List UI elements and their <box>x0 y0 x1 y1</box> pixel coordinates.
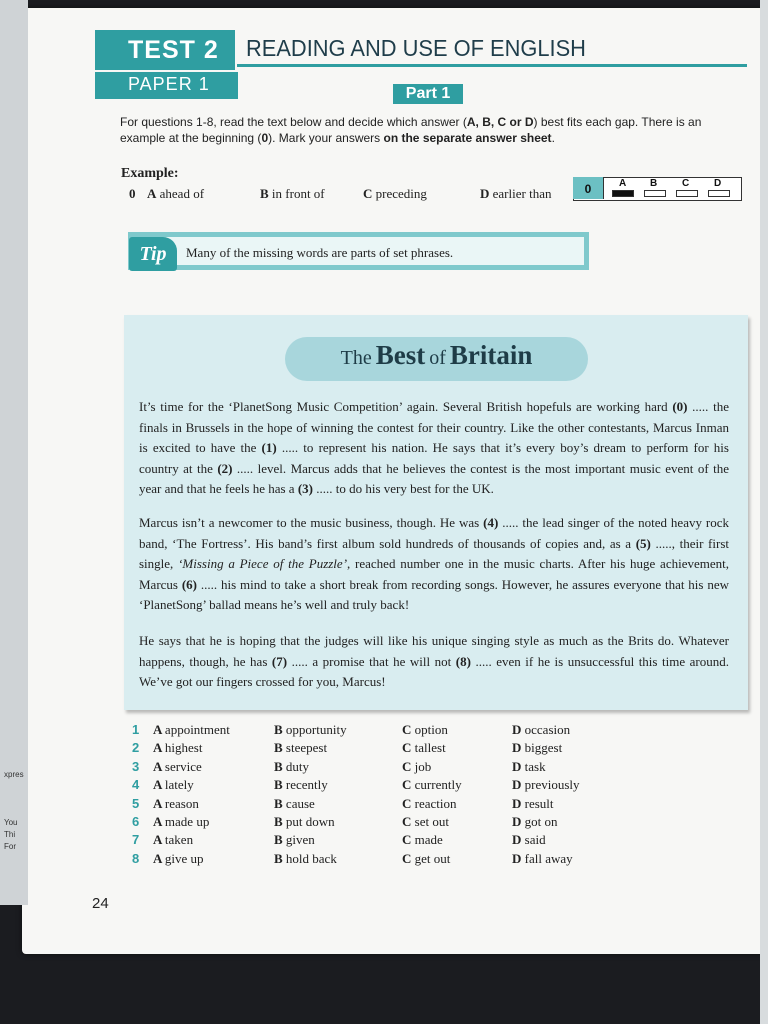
option-b: B given <box>274 832 315 848</box>
option-c: C tallest <box>402 740 446 756</box>
paragraph-text: Marcus isn’t a newcomer to the music business, though. He was <box>139 515 484 530</box>
option-a: A taken <box>153 832 194 848</box>
option-b: B cause <box>274 795 315 811</box>
option-c: C job <box>402 758 432 774</box>
option-a: A give up <box>153 850 204 866</box>
test-title: TEST 2 <box>128 36 219 64</box>
header-rule <box>237 64 747 67</box>
question-number: 2 <box>132 740 140 756</box>
option-b: B recently <box>274 777 328 793</box>
paragraph-text: He says that he is hoping that the judges will like his unique singing style as much as the Brits do. Whatever happens, though, he has <box>139 633 729 669</box>
option-c: C currently <box>402 777 462 793</box>
example-option-d: D earlier than <box>480 186 552 201</box>
article-paragraph <box>139 397 729 500</box>
option-a: A reason <box>153 795 199 811</box>
gap-number: (7) <box>271 653 288 669</box>
paragraph-text: ..... his mind to take a short break from recording songs. However, he assures everyone that his new ‘PlanetSong’ ballad means he’s well and truly back! <box>139 576 729 612</box>
answer-bubble-b <box>644 190 666 197</box>
question-number: 7 <box>132 832 140 848</box>
tip-text: Many of the missing words are parts of set phrases. <box>186 245 454 260</box>
gap-number: (1) <box>261 440 277 455</box>
example-option-c: C preceding <box>363 186 427 201</box>
tip-icon: Tip <box>129 237 177 271</box>
paper-title: READING AND USE OF ENGLISH <box>246 35 586 61</box>
question-number: 6 <box>132 814 140 829</box>
option-d: D got on <box>512 814 558 829</box>
gap-number: (0) <box>672 399 688 414</box>
option-c: C set out <box>402 814 449 829</box>
option-a: A service <box>153 758 202 774</box>
example-number: 0 <box>129 186 136 201</box>
answer-bubble-d <box>708 190 730 197</box>
question-number: 5 <box>132 795 140 811</box>
paragraph-text: ..... a promise that he will not <box>287 653 456 669</box>
page-number: 24 <box>92 895 109 912</box>
paragraph-text: ..... to do his very best for the UK. <box>312 481 494 496</box>
paragraph-text: ..... even if he is unsuccessful this time around. We’ve got our fingers crossed for you, Marcus! <box>139 653 729 689</box>
part-badge: Part 1 <box>393 84 463 104</box>
example-label: Example: <box>121 166 179 181</box>
option-d: D task <box>512 758 546 774</box>
paragraph-text: ‘Missing a Piece of the Puzzle’ <box>178 556 348 571</box>
left-strip-text: xpres <box>4 770 24 779</box>
example-option-a: A ahead of <box>147 186 205 201</box>
left-strip-text: For <box>4 842 16 851</box>
left-strip-text: You <box>4 818 18 827</box>
gap-number: (6) <box>181 576 198 592</box>
option-b: B opportunity <box>274 722 347 737</box>
option-d: D fall away <box>512 850 573 866</box>
previous-page-edge <box>0 0 28 905</box>
answer-bubble-c <box>676 190 698 197</box>
paragraph-text: , reached number one in the music charts. After his huge achievement, Marcus <box>139 556 729 592</box>
option-a: A made up <box>153 814 210 829</box>
answer-sheet-letter-d: D <box>714 178 722 189</box>
question-number: 8 <box>132 850 140 866</box>
answer-bubble-a <box>612 190 634 197</box>
answer-sheet-number: 0 <box>573 177 604 199</box>
option-a: A highest <box>153 740 203 756</box>
gap-number: (5) <box>635 535 651 551</box>
example-option-b: B in front of <box>260 186 325 201</box>
option-d: D previously <box>512 777 580 793</box>
question-number: 3 <box>132 758 140 774</box>
article-title: The Best of Britain <box>340 340 533 370</box>
option-a: A lately <box>153 777 194 793</box>
gap-number: (3) <box>297 481 313 496</box>
answer-sheet-letter-c: C <box>682 178 690 189</box>
option-c: C get out <box>402 850 451 866</box>
option-b: B duty <box>274 758 310 774</box>
question-number: 4 <box>132 777 140 793</box>
gap-number: (2) <box>217 460 233 476</box>
option-b: B put down <box>274 814 335 829</box>
option-d: D result <box>512 795 554 811</box>
option-c: C option <box>402 722 448 737</box>
option-b: B hold back <box>274 850 337 866</box>
option-d: D biggest <box>512 740 563 756</box>
option-c: C made <box>402 832 443 848</box>
option-c: C reaction <box>402 795 457 811</box>
paragraph-text: ..... level. Marcus adds that he believes the contest is the most important music event of the year and that he feels he has a <box>139 460 729 496</box>
question-number: 1 <box>132 722 140 737</box>
paragraph-text: ....., their first single, <box>139 535 729 571</box>
paragraph-text: ..... to represent his nation. He says that it’s every boy’s dream to perform for his country at the <box>139 440 729 476</box>
paper-label: PAPER 1 <box>128 74 210 94</box>
article-paragraph <box>139 513 729 616</box>
next-page-edge <box>760 0 768 1024</box>
gap-number: (8) <box>455 653 471 669</box>
answer-sheet-letter-b: B <box>650 178 658 189</box>
option-d: D said <box>512 832 546 848</box>
paragraph-text: It’s time for the ‘PlanetSong Music Competition’ again. Several British hopefuls are working hard <box>139 399 673 414</box>
gap-number: (4) <box>483 515 499 530</box>
answer-sheet-letter-a: A <box>619 178 627 189</box>
instructions: For questions 1-8, read the text below and decide which answer (A, B, C or D) best fits each gap. There is an example at the beginning (0). Mark your answers on the separate answer sheet. <box>120 115 702 145</box>
paragraph-text: ..... the lead singer of the noted heavy rock band, ‘The Fortress’. His band’s first album sold hundreds of thousands of copies and, as a <box>139 515 729 551</box>
article-paragraph <box>139 631 729 693</box>
option-b: B steepest <box>274 740 328 756</box>
option-d: D occasion <box>512 722 571 737</box>
paragraph-text: ..... the finals in Brussels in the hope of winning the contest for their country. Like the other contestants, Marcus Inman is excited to have the <box>139 399 729 455</box>
left-strip-text: Thi <box>4 830 16 839</box>
option-a: A appointment <box>153 722 230 737</box>
